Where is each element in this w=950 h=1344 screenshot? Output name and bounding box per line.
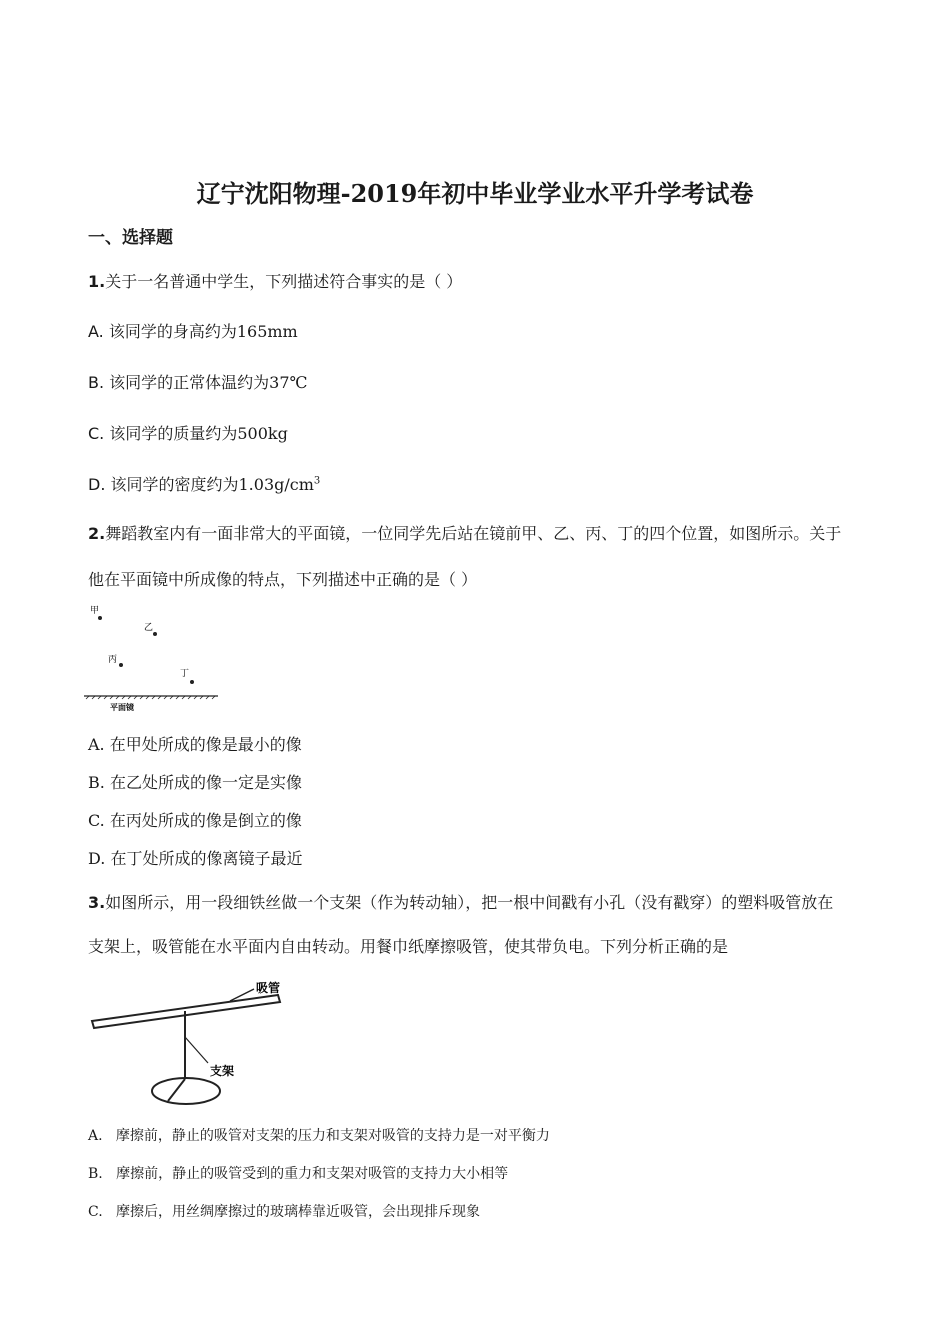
position-yi-dot	[153, 632, 157, 636]
option-text: 该同学的质量约为500kg	[109, 424, 288, 443]
q1-option-c	[88, 421, 288, 444]
stand-label: 支架	[210, 1064, 235, 1078]
option-text: 在乙处所成的像一定是实像	[109, 773, 302, 792]
straw-label: 吸管	[256, 981, 281, 995]
q3-option-a	[88, 1125, 550, 1145]
option-text: 在丙处所成的像是倒立的像	[109, 811, 302, 830]
q2-option-b	[88, 770, 302, 793]
option-letter: C.	[88, 811, 105, 830]
label-ding: 丁	[180, 669, 190, 679]
label-bing: 丙	[108, 655, 118, 665]
option-letter: B.	[88, 373, 105, 392]
question-3	[88, 890, 833, 913]
question-2-line2: 他在平面镜中所成像的特点，下列描述中正确的是（ ）	[88, 570, 478, 589]
question-3-line2: 支架上，吸管能在水平面内自由转动。用餐巾纸摩擦吸管，使其带负电。下列分析正确的是	[88, 937, 729, 956]
question-number: 3.	[88, 893, 106, 912]
stand-pointer	[185, 1037, 208, 1063]
q2-option-a	[88, 732, 302, 755]
question-stem-line1: 舞蹈教室内有一面非常大的平面镜，一位同学先后站在镜前甲、乙、丙、丁的四个位置，如图所示。关于	[105, 524, 842, 543]
superscript: 3	[313, 475, 321, 487]
stand-base	[152, 1078, 220, 1104]
q2-option-c	[88, 808, 302, 831]
option-text: 该同学的密度约为1.03g/cm	[110, 475, 314, 494]
option-text: 摩擦前，静止的吸管受到的重力和支架对吸管的支持力大小相等	[116, 1166, 509, 1182]
q3-option-b	[88, 1163, 508, 1183]
q1-option-b	[88, 370, 307, 393]
stand-leg	[168, 1079, 185, 1101]
position-bing-dot	[119, 663, 123, 667]
mirror-label: 平面镜	[110, 703, 134, 712]
option-letter: B.	[88, 773, 105, 792]
option-letter: D.	[88, 475, 106, 494]
q1-option-d	[88, 472, 320, 495]
section-heading: 一、选择题	[88, 228, 173, 248]
option-letter: C.	[88, 1204, 103, 1220]
option-letter: B.	[88, 1166, 103, 1182]
option-text: 在丁处所成的像离镜子最近	[110, 849, 303, 868]
question-number: 2.	[88, 524, 106, 543]
label-jia: 甲	[90, 606, 100, 616]
option-text: 该同学的正常体温约为37℃	[109, 373, 308, 392]
straw-stand-figure	[88, 975, 298, 1110]
option-text: 摩擦后，用丝绸摩擦过的玻璃棒靠近吸管，会出现排斥现象	[116, 1204, 481, 1220]
position-ding-dot	[190, 680, 194, 684]
question-1	[88, 269, 462, 292]
option-letter: D.	[88, 849, 106, 868]
option-letter: C.	[88, 424, 105, 443]
question-number: 1.	[88, 272, 106, 291]
question-2	[88, 521, 841, 544]
question-stem-line1: 如图所示，用一段细铁丝做一个支架（作为转动轴），把一根中间戳有小孔（没有戳穿）的塑料吸管放在	[105, 893, 834, 912]
mirror-figure	[84, 600, 224, 715]
q1-option-a	[88, 319, 298, 342]
option-letter: A.	[88, 1128, 103, 1144]
label-yi: 乙	[144, 623, 154, 633]
option-text: 在甲处所成的像是最小的像	[109, 735, 302, 754]
option-letter: A.	[88, 322, 104, 341]
option-letter: A.	[88, 735, 105, 754]
option-text: 摩擦前，静止的吸管对支架的压力和支架对吸管的支持力是一对平衡力	[115, 1128, 550, 1144]
position-jia-dot	[98, 616, 102, 620]
q2-option-d	[88, 846, 302, 869]
q3-option-c	[88, 1201, 480, 1221]
page-title: 辽宁沈阳物理-2019年初中毕业学业水平升学考试卷	[196, 179, 754, 208]
option-text: 该同学的身高约为165mm	[108, 322, 298, 341]
question-stem: 关于一名普通中学生，下列描述符合事实的是（ ）	[105, 272, 463, 291]
